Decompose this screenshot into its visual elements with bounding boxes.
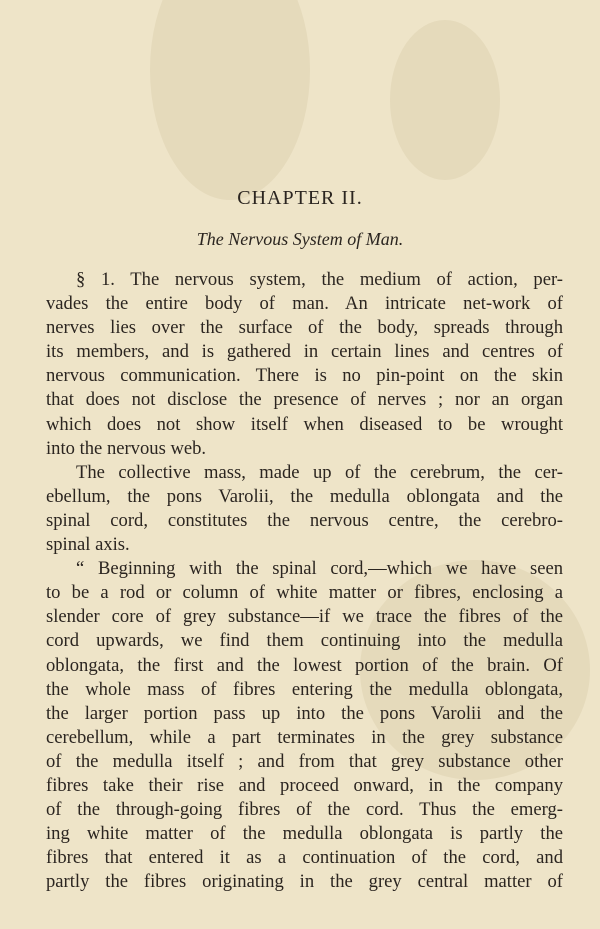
text-line: to be a rod or column of white matter or fibres, enclosing a (46, 582, 563, 604)
page-body (46, 268, 563, 894)
text-line: of the through-going fibres of the cord. Thus the emerg- (46, 799, 563, 821)
paragraph (46, 268, 563, 461)
text-line: “ Beginning with the spinal cord,—which we have seen (76, 558, 563, 580)
text-line: spinal axis. (46, 534, 130, 556)
paper-stain (390, 20, 500, 180)
text-line: fibres that entered it as a continuation of the cord, and (46, 847, 563, 869)
paragraph (46, 461, 563, 557)
text-line: oblongata, the first and the lowest portion of the brain. Of (46, 654, 563, 676)
chapter-heading: CHAPTER II. (237, 187, 363, 209)
text-line: partly the fibres originating in the grey central matter of (46, 871, 563, 893)
paragraph (46, 557, 563, 894)
text-line: ing white matter of the medulla oblongata is partly the (46, 823, 563, 845)
text-line: cerebellum, while a part terminates in the grey substance (46, 726, 563, 748)
text-line: that does not disclose the presence of nerves ; nor an organ (46, 389, 563, 411)
text-line: The collective mass, made up of the cerebrum, the cer- (76, 461, 563, 483)
text-line: spinal cord, constitutes the nervous centre, the cerebro- (46, 509, 563, 531)
text-line: the larger portion pass up into the pons Varolii and the (46, 702, 563, 724)
text-line: nervous communication. There is no pin-point on the skin (46, 365, 563, 387)
text-line: which does not show itself when diseased to be wrought (46, 413, 563, 435)
chapter-title: The Nervous System of Man. (196, 229, 404, 249)
text-line: fibres take their rise and proceed onward, in the company (46, 774, 563, 796)
text-line: ebellum, the pons Varolii, the medulla oblongata and the (46, 485, 563, 507)
text-line: slender core of grey substance—if we trace the fibres of the (46, 606, 563, 628)
text-line: vades the entire body of man. An intricate net-work of (46, 293, 563, 315)
text-line: into the nervous web. (46, 437, 207, 459)
text-line: its members, and is gathered in certain lines and centres of (46, 341, 563, 363)
text-line: the whole mass of fibres entering the medulla oblongata, (46, 678, 563, 700)
text-line: § 1. The nervous system, the medium of action, per- (76, 269, 563, 290)
text-line: cord upwards, we find them continuing into the medulla (46, 630, 563, 652)
paper-stain (150, 0, 310, 200)
text-line: nerves lies over the surface of the body, spreads through (46, 317, 563, 339)
text-line: of the medulla itself ; and from that grey substance other (46, 750, 563, 772)
